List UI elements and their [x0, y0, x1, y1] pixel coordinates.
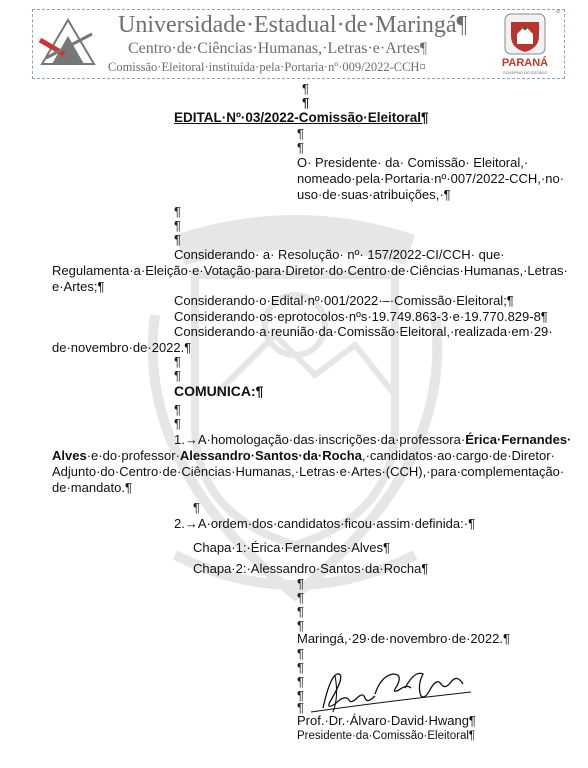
- considerando-4-line-2: de·novembro·de·2022.¶: [52, 340, 192, 355]
- pilcrow-mark: ¶: [297, 646, 304, 661]
- preamble-line-2: nomeado·pela·Portaria·nº·007/2022-CCH,·no·: [297, 171, 565, 186]
- considerando-1-line-1: Considerando· a· Resolução· nº· 157/2022-CI/CCH· que·: [174, 247, 505, 262]
- university-name: Universidade·Estadual·de·Maringá¶: [118, 12, 468, 38]
- item-1-line-4: de·mandato.¶: [52, 480, 132, 495]
- place-date: Maringá,·29·de·novembro·de·2022.¶: [297, 631, 510, 646]
- parana-sub: GOVERNO DO ESTADO: [502, 70, 548, 75]
- pilcrow-mark: ¶: [297, 604, 304, 619]
- pilcrow-mark: ¶: [174, 232, 181, 247]
- uem-logo-icon: [38, 14, 98, 74]
- item-1-text-c: ,·candidatos·ao·cargo·de·Diretor·: [361, 448, 555, 463]
- edital-title: EDITAL·Nº·03/2022-Comissão·Eleitoral¶: [174, 110, 429, 125]
- pilcrow-mark: ¶: [193, 500, 200, 515]
- pilcrow-mark: ¶: [174, 368, 181, 383]
- considerando-1-line-3: e·Artes;¶: [52, 279, 105, 294]
- candidate-2-name: Alessandro·Santos·da·Rocha: [179, 448, 362, 463]
- preamble-line-1: O· Presidente· da· Comissão· Eleitoral,·: [297, 155, 529, 170]
- item-1-line-1: [174, 432, 571, 447]
- chapa-2: Chapa·2:·Alessandro·Santos·da·Rocha¶: [193, 561, 429, 576]
- pilcrow-mark: ¶: [174, 416, 181, 431]
- chapa-1: Chapa·1:·Érica·Fernandes·Alves¶: [193, 540, 391, 555]
- pilcrow-mark: ¶: [174, 354, 181, 369]
- pilcrow-mark: ¶: [297, 688, 304, 703]
- pilcrow-mark: ¶: [297, 126, 304, 141]
- item-1-text-a: A·homologação·das·inscrições·da·professora·: [197, 432, 466, 447]
- considerando-3: Considerando·os·eprotocolos·nºs·19.749.863-3·e·19.770.829-8¶: [174, 309, 548, 324]
- parana-coat-of-arms-icon: [499, 12, 551, 76]
- candidate-1-name-a: Érica·Fernandes·: [465, 432, 572, 447]
- pilcrow-mark: ¶: [297, 700, 304, 715]
- pilcrow-mark: ¶: [297, 590, 304, 605]
- considerando-2: Considerando·o·Edital·nº·001/2022·–·Comissão·Eleitoral;¶: [174, 293, 514, 308]
- pilcrow-mark: ¶: [297, 660, 304, 675]
- pilcrow-mark: ¶: [302, 81, 309, 96]
- pilcrow-mark: ¶: [174, 204, 181, 219]
- considerando-1-line-2: Regulamenta·a·Eleição·e·Votação·para·Diretor·do·Centro·de·Ciências·Humanas,·Letras·: [52, 263, 568, 278]
- pilcrow-mark: ¶: [174, 218, 181, 233]
- item-1-line-2: [52, 448, 555, 463]
- pilcrow-mark: ¶: [302, 95, 310, 110]
- candidate-1-name-b: Alves: [52, 448, 87, 463]
- center-name: Centro·de·Ciências·Humanas,·Letras·e·Artes¶: [128, 40, 428, 57]
- signature-icon: [305, 668, 480, 716]
- comunica-heading: COMUNICA:¶: [174, 383, 264, 399]
- item-2-line: [174, 516, 475, 531]
- considerando-4-line-1: Considerando·a·reunião·da·Comissão·Eleitoral,·realizada·em·29·: [174, 324, 553, 339]
- item-2-number: 2.→: [174, 516, 198, 531]
- pilcrow-mark: ¶: [297, 576, 304, 591]
- item-1-line-3: Adjunto·do·Centro·de·Ciências·Humanas,·Letras·e·Artes·(CCH),·para·complementação·: [52, 464, 565, 479]
- pilcrow-mark: ¶: [174, 402, 181, 417]
- pilcrow-mark: ¶: [297, 674, 304, 689]
- parana-label: PARANÁ: [501, 57, 549, 69]
- item-2-text: A·ordem·dos·candidatos·ficou·assim·definida:·¶: [197, 516, 476, 531]
- signer-role: Presidente·da·Comissão·Eleitoral¶: [297, 730, 476, 742]
- corner-mark: ¤: [556, 9, 560, 16]
- item-1-text-b: ·e·do·professor·: [86, 448, 180, 463]
- pilcrow-mark: ¶: [297, 140, 304, 155]
- pilcrow-mark: ¶: [297, 618, 304, 633]
- signer-name: Prof.·Dr.·Álvaro·David·Hwang¶: [297, 713, 476, 728]
- preamble-line-3: uso·de·suas·atribuições,·¶: [297, 187, 451, 202]
- commission-line: Comissão·Eleitoral·instituída·pela·Portaria·nº·009/2022-CCH¤: [108, 60, 426, 74]
- item-1-number: 1.→: [174, 432, 198, 447]
